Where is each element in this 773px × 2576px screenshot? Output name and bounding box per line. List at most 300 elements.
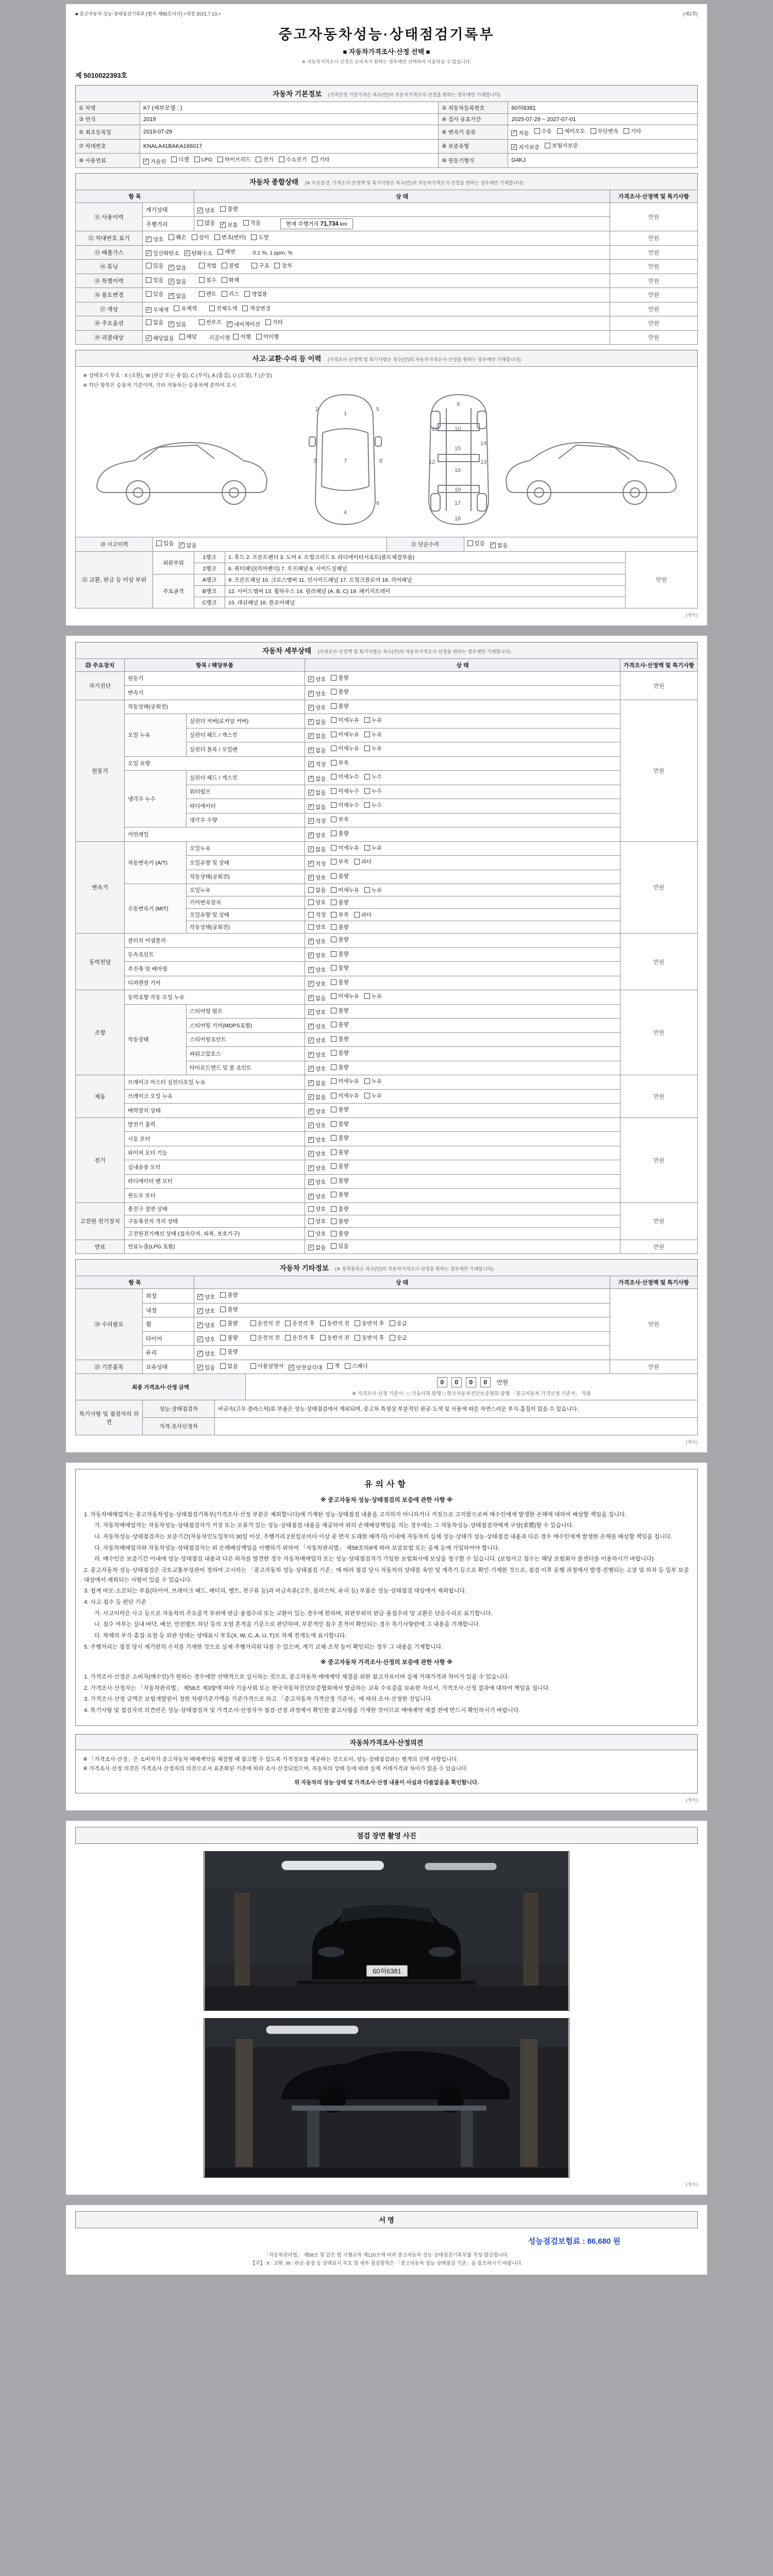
item-label: 윈도우 모터	[125, 1189, 305, 1203]
final-price-label: 최종 가격조사·산정 금액	[76, 1374, 246, 1400]
checkbox-LPG[interactable]	[194, 157, 212, 163]
checkbox-불량[interactable]	[331, 1162, 348, 1170]
price-opinion-confirm: 위 자동차의 성능·상태 및 가격조사·산정 내용이 사실과 다름없음을 확인합니다.	[294, 1780, 479, 1786]
checkbox-누유[interactable]	[364, 744, 382, 752]
checkbox-가솔린[interactable]	[143, 158, 166, 165]
checkbox-box: ✓	[309, 789, 313, 795]
checkbox-부족[interactable]	[331, 911, 348, 919]
checkbox-없음[interactable]	[308, 886, 326, 894]
state-cell	[305, 962, 620, 976]
checkbox-미세누유[interactable]	[331, 992, 359, 1000]
checkbox-box	[331, 689, 337, 694]
checkbox-label: 미세누수	[338, 788, 359, 794]
checkbox-스패너[interactable]	[345, 1362, 367, 1370]
checkbox-없음[interactable]	[308, 775, 326, 783]
checkbox-해당[interactable]	[179, 333, 197, 341]
checkbox-없음[interactable]	[308, 718, 326, 726]
checkbox-누유[interactable]	[364, 844, 382, 852]
checkbox-수동[interactable]	[534, 127, 552, 135]
checkbox-없음[interactable]	[146, 318, 163, 326]
checkbox-누수[interactable]	[364, 773, 382, 781]
checkbox-누유[interactable]	[364, 716, 382, 724]
state-cell	[194, 1289, 610, 1303]
checkbox-양호[interactable]	[146, 235, 163, 243]
checkbox-불량[interactable]	[220, 1319, 238, 1327]
checkbox-label: 없음	[227, 1363, 238, 1369]
checkbox-없음[interactable]	[308, 1093, 326, 1101]
parts-row	[76, 574, 698, 585]
checkbox-보험사보증[interactable]	[545, 142, 578, 149]
checkbox-불량[interactable]	[220, 1291, 238, 1299]
checkbox-누유[interactable]	[364, 992, 382, 1000]
checkbox-불량[interactable]	[331, 1134, 348, 1142]
checkbox-동반석 후[interactable]	[355, 1334, 384, 1342]
checkbox-안전삼각대[interactable]	[289, 1364, 322, 1371]
checkbox-보통[interactable]	[220, 221, 238, 229]
checkbox-box	[331, 1178, 337, 1183]
checkbox-없음[interactable]	[169, 264, 186, 272]
field-label: ⑤ 최초등록일	[76, 125, 140, 140]
checkbox-기타[interactable]	[312, 156, 329, 163]
form-note-left: ■ 중고자동차 성능·상태점검기록부 [별지 제82호서식] <개정 2021.7.13.>	[75, 11, 221, 16]
checkbox-box: ✓	[146, 236, 151, 242]
checkbox-양호[interactable]	[197, 1335, 215, 1343]
checkbox-불량[interactable]	[331, 1021, 348, 1028]
other-col-price: 가격조사·산정액 및 특기사항	[610, 1276, 698, 1289]
checkbox-없음[interactable]	[179, 541, 196, 549]
checkbox-불량[interactable]	[331, 674, 348, 682]
checkbox-변조(변타)[interactable]	[214, 233, 246, 241]
basic-row	[76, 114, 698, 125]
checkbox-누수[interactable]	[364, 787, 382, 795]
checkbox-label: 전체도색	[216, 305, 238, 312]
checkbox-불량[interactable]	[331, 872, 348, 880]
checkbox-없음[interactable]	[308, 1079, 326, 1087]
checkbox-box	[327, 1363, 333, 1369]
checkbox-불량[interactable]	[331, 1191, 348, 1198]
price-cell: 만원	[626, 551, 698, 608]
checkbox-양호[interactable]	[308, 874, 326, 882]
checkbox-불량[interactable]	[331, 1177, 348, 1184]
checkbox-자동[interactable]	[511, 129, 529, 137]
checkbox-양호[interactable]	[308, 690, 326, 698]
notice-line: 가. 사고이력은 사고 등으로 자동차의 주요골격 부위에 판금·용접수리 또는 교환이 있는 경우에 한하며, 외판부위의 판금·용접수리 및 교환은 단순수리로 표기합니다.	[94, 1610, 493, 1617]
field-value	[508, 139, 698, 154]
page-title: 중고자동차성능·상태점검기록부	[278, 27, 495, 42]
checkbox-없음[interactable]	[490, 541, 508, 549]
checkbox-화재[interactable]	[222, 276, 239, 284]
checkbox-응급[interactable]	[390, 1334, 407, 1342]
checkbox-적정[interactable]	[308, 817, 326, 825]
page-subtitle-note: ※ 자동차가격조사·산정은 소비자가 원하는 경우에만 선택하여 이용하실 수 있습니다.	[301, 59, 472, 64]
checkbox-적정[interactable]	[308, 911, 326, 919]
checkbox-디젤[interactable]	[171, 156, 189, 163]
checkbox-도말[interactable]	[251, 233, 268, 241]
checkbox-label: 자가보증	[518, 144, 540, 150]
checkbox-불량[interactable]	[331, 1148, 348, 1156]
checkbox-미세누유[interactable]	[331, 716, 359, 724]
checkbox-불량[interactable]	[331, 1120, 348, 1128]
checkbox-있음[interactable]	[156, 539, 174, 547]
checkbox-불량[interactable]	[331, 1205, 348, 1213]
checkbox-label: 매연	[225, 248, 236, 255]
notice-line: 2. 가격조사·산정자는 「자동차관리법」 제58조 제3항에 따라 기술사회 또는 한국자동차진단보증협회에서 발급하는 교육 수료증을 보유한 자로서, 가격조사·산정 결과에 대하여 책임을 집니다.	[84, 1685, 550, 1691]
checkbox-누수[interactable]	[364, 801, 382, 809]
checkbox-box	[251, 234, 257, 240]
row-label: 외장	[143, 1289, 194, 1303]
checkbox-양호[interactable]	[308, 1178, 326, 1186]
checkbox-불량[interactable]	[331, 1035, 348, 1043]
checkbox-없음[interactable]	[308, 845, 326, 853]
checkbox-렌트[interactable]	[199, 290, 216, 298]
state-cell	[305, 714, 620, 728]
checkbox-양호[interactable]	[308, 1037, 326, 1044]
checkbox-양호[interactable]	[308, 1205, 326, 1213]
checkbox-label: 침수	[206, 277, 216, 283]
price-cell: 만원	[610, 316, 698, 331]
option-group	[146, 276, 192, 286]
option-group	[251, 261, 297, 270]
checkbox-불량[interactable]	[331, 1063, 348, 1071]
checkbox-box	[364, 788, 370, 794]
checkbox-양호[interactable]	[308, 1136, 326, 1144]
group-label: ⑯ 용도변경	[76, 288, 143, 302]
checkbox-box: ✓	[512, 130, 517, 135]
item-row	[76, 245, 698, 260]
checkbox-이행[interactable]	[233, 333, 250, 341]
detail-row	[76, 1089, 698, 1104]
checkbox-적정[interactable]	[308, 860, 326, 868]
checkbox-box	[331, 675, 337, 681]
checkbox-양호[interactable]	[197, 207, 215, 214]
checkbox-양호[interactable]	[308, 1217, 326, 1225]
checkbox-미세누유[interactable]	[331, 744, 359, 752]
checkbox-매연[interactable]	[217, 248, 235, 256]
item-label: 냉각수 수량	[187, 813, 305, 827]
opinion-text	[215, 1418, 698, 1435]
checkbox-있음[interactable]	[169, 320, 186, 328]
checkbox-운전석 후[interactable]	[285, 1319, 315, 1327]
checkbox-없음[interactable]	[308, 747, 326, 754]
checkbox-부족[interactable]	[331, 816, 348, 823]
checkbox-불량[interactable]	[331, 1230, 348, 1238]
checkbox-기타[interactable]	[624, 127, 641, 135]
checkbox-양호[interactable]	[308, 923, 326, 931]
checkbox-불량[interactable]	[331, 964, 348, 972]
checkbox-많음[interactable]	[197, 219, 215, 227]
checkbox-누유[interactable]	[364, 731, 382, 738]
checkbox-수소전기[interactable]	[279, 156, 307, 163]
checkbox-과다[interactable]	[354, 911, 372, 919]
checkbox-label: 없음	[315, 733, 326, 739]
checkbox-양호[interactable]	[197, 1293, 215, 1301]
checkbox-양호[interactable]	[308, 675, 326, 683]
state-cell	[305, 909, 620, 921]
section-accident-title: 사고·교환·수리 등 이력	[252, 355, 322, 363]
state-cell	[305, 976, 620, 990]
checkbox-box	[331, 1231, 337, 1236]
state-code-legend: ※ 상태표시 부호 : X (교환), W (판금 또는 용접), C (부식), A (흠집), U (요철), T (손상)	[83, 373, 272, 379]
checkbox-훼손[interactable]	[169, 233, 186, 241]
option-group	[146, 290, 192, 300]
checkbox-label: 가솔린	[150, 158, 166, 165]
checkbox-없음[interactable]	[308, 994, 326, 1002]
checkbox-box	[244, 291, 250, 297]
checkbox-불량[interactable]	[331, 702, 348, 710]
checkbox-양호[interactable]	[308, 1023, 326, 1030]
state-cell	[305, 1132, 620, 1146]
checkbox-운전석 전[interactable]	[250, 1334, 280, 1342]
checkbox-불량[interactable]	[331, 978, 348, 986]
checkbox-없음[interactable]	[169, 278, 186, 285]
checkbox-box: ✓	[309, 1080, 313, 1086]
checkbox-있음[interactable]	[146, 290, 163, 298]
checkbox-label: 불량	[338, 1230, 349, 1237]
checkbox-양호[interactable]	[308, 1122, 326, 1129]
checkbox-부족[interactable]	[331, 858, 348, 866]
checkbox-양호[interactable]	[308, 704, 326, 711]
state-cell	[305, 934, 620, 948]
checkbox-있음[interactable]	[146, 262, 163, 269]
device-label: 제동	[76, 1075, 125, 1118]
checkbox-양호[interactable]	[308, 952, 326, 959]
checkbox-무채색[interactable]	[146, 306, 169, 314]
checkbox-양호[interactable]	[308, 1193, 326, 1200]
checkbox-없음[interactable]	[308, 803, 326, 811]
checkbox-있음[interactable]	[467, 539, 485, 547]
checkbox-양호[interactable]	[308, 938, 326, 945]
checkbox-해당없음[interactable]	[146, 334, 174, 342]
checkbox-없음[interactable]	[308, 789, 326, 796]
checkbox-하이브리드[interactable]	[217, 156, 251, 163]
checkbox-label: 사용설명서	[257, 1363, 284, 1369]
checkbox-label: 불량	[338, 937, 349, 943]
section-basic-title: 자동차 기본정보	[273, 90, 322, 98]
state-cell	[305, 671, 620, 686]
checkbox-있음[interactable]	[197, 1364, 215, 1371]
checkbox-불량[interactable]	[220, 1306, 238, 1313]
checkbox-label: 없음	[497, 542, 508, 549]
checkbox-색상변경[interactable]	[242, 304, 271, 312]
checkbox-유채색[interactable]	[174, 304, 196, 312]
checkbox-부족[interactable]	[331, 759, 348, 767]
checkbox-불량[interactable]	[331, 1106, 348, 1113]
checkbox-label: 불량	[227, 1334, 238, 1341]
checkbox-미세누유[interactable]	[331, 844, 359, 852]
rank-items: 6. 쿼터패널(리어펜더) 7. 루프패널 8. 사이드실패널	[225, 563, 626, 574]
item-label: 와이퍼 모터 기능	[125, 1146, 305, 1160]
checkbox-누유[interactable]	[364, 1077, 382, 1085]
rank-label: B랭크	[194, 585, 225, 597]
checkbox-box	[199, 277, 205, 283]
overall-col-price: 가격조사·산정액 및 특기사항	[610, 190, 698, 202]
checkbox-동반석 후[interactable]	[355, 1319, 384, 1327]
checkbox-세미오토[interactable]	[557, 127, 585, 135]
checkbox-적음[interactable]	[243, 219, 261, 227]
checkbox-응급[interactable]	[390, 1319, 407, 1327]
checkbox-미세누수[interactable]	[331, 787, 359, 795]
checkbox-없음[interactable]	[308, 732, 326, 740]
checkbox-box	[364, 1093, 370, 1098]
checkbox-box	[364, 802, 370, 808]
checkbox-구조[interactable]	[251, 262, 269, 269]
checkbox-불법[interactable]	[222, 262, 239, 269]
checkbox-양호[interactable]	[308, 1051, 326, 1059]
checkbox-미세누유[interactable]	[331, 1092, 359, 1099]
final-price-digits	[435, 1380, 493, 1386]
checkbox-기타[interactable]	[265, 318, 283, 326]
checkbox-동반석 전[interactable]	[320, 1319, 350, 1327]
checkbox-양호[interactable]	[308, 1065, 326, 1073]
checkbox-미세누수[interactable]	[331, 801, 359, 809]
option-group	[146, 233, 274, 244]
detail-row	[76, 1117, 698, 1132]
checkbox-없음[interactable]	[169, 292, 186, 300]
checkbox-과다[interactable]	[354, 858, 372, 866]
device-label: 전기	[76, 1117, 125, 1202]
checkbox-불량[interactable]	[331, 1049, 348, 1057]
checkbox-label: LPG	[201, 156, 212, 163]
checkbox-양호[interactable]	[197, 1321, 215, 1329]
checkbox-미세누유[interactable]	[331, 886, 359, 894]
checkbox-무단변속[interactable]	[591, 127, 619, 135]
svg-text:18: 18	[455, 516, 461, 522]
checkbox-box	[331, 1243, 337, 1249]
checkbox-미이행[interactable]	[256, 333, 279, 341]
item-row	[76, 1289, 698, 1303]
option-group	[199, 276, 245, 284]
checkbox-불량[interactable]	[331, 1217, 348, 1225]
checkbox-불량[interactable]	[220, 1348, 238, 1355]
accident-history-label: ⑳ 사고이력	[76, 537, 153, 552]
checkbox-누유[interactable]	[364, 886, 382, 894]
checkbox-불량[interactable]	[220, 1334, 238, 1342]
state-cell	[305, 884, 620, 896]
checkbox-리스[interactable]	[222, 290, 239, 298]
checkbox-양호[interactable]	[197, 1350, 215, 1358]
checkbox-장치[interactable]	[274, 262, 292, 269]
checkbox-운전석 전[interactable]	[250, 1319, 280, 1327]
checkbox-box	[331, 1163, 337, 1169]
group-label: ⑲ 리콜대상	[76, 330, 143, 345]
checkbox-label: 화재	[228, 277, 240, 283]
detail-row	[76, 1132, 698, 1146]
checkbox-양호[interactable]	[308, 966, 326, 974]
checkbox-box: ✓	[198, 1322, 203, 1328]
checkbox-양호[interactable]	[308, 1108, 326, 1115]
option-group	[197, 205, 243, 215]
checkbox-불량[interactable]	[331, 950, 348, 958]
checkbox-있음[interactable]	[146, 276, 163, 284]
row-label: 주행거리	[143, 217, 194, 231]
detail-row	[76, 934, 698, 948]
checkbox-box	[274, 263, 280, 268]
checkbox-label: 수소전기	[285, 157, 307, 163]
checkbox-있음[interactable]	[331, 1242, 348, 1250]
state-cell	[305, 1227, 620, 1240]
checkbox-box	[285, 1335, 291, 1341]
checkbox-양호[interactable]	[308, 1230, 326, 1238]
checkbox-box	[146, 319, 152, 325]
checkbox-적법[interactable]	[199, 262, 216, 269]
group-label: ⑰ 색상	[76, 302, 143, 316]
subgroup-label: 자동변속기 (A/T)	[125, 841, 187, 884]
checkbox-box	[156, 540, 162, 546]
checkbox-box	[146, 291, 152, 297]
checkbox-미세누수[interactable]	[331, 773, 359, 781]
svg-text:12: 12	[429, 459, 435, 465]
checkbox-불량[interactable]	[220, 205, 238, 213]
checkbox-양호[interactable]	[308, 1150, 326, 1158]
vehicle-diagram-box	[75, 366, 698, 537]
device-label: 조향	[76, 990, 125, 1075]
checkbox-box	[220, 1320, 226, 1326]
checkbox-label: 미세누유	[338, 731, 359, 738]
checkbox-label: 무채색	[153, 307, 169, 313]
checkbox-label: 보험사보증	[551, 142, 578, 149]
checkbox-box: ✓	[309, 832, 313, 838]
checkbox-양호[interactable]	[308, 1164, 326, 1172]
checkbox-미세누유[interactable]	[331, 731, 359, 738]
checkbox-사용설명서[interactable]	[250, 1362, 284, 1370]
checkbox-미세누유[interactable]	[331, 1077, 359, 1085]
checkbox-탄화수소[interactable]	[184, 249, 213, 257]
checkbox-불량[interactable]	[331, 829, 348, 837]
checkbox-없음[interactable]	[220, 1362, 238, 1370]
checkbox-영업용[interactable]	[244, 290, 267, 298]
checkbox-양호[interactable]	[308, 980, 326, 988]
checkbox-썬루프[interactable]	[199, 318, 222, 326]
checkbox-적정[interactable]	[308, 760, 326, 768]
item-row	[76, 217, 698, 231]
checkbox-침수[interactable]	[199, 276, 216, 284]
checkbox-label: 해당없음	[153, 335, 174, 342]
checkbox-일산화탄소[interactable]	[146, 249, 179, 257]
checkbox-양호[interactable]	[308, 832, 326, 839]
checkbox-불량[interactable]	[331, 923, 348, 931]
checkbox-불량[interactable]	[331, 899, 348, 906]
checkbox-양호[interactable]	[308, 1008, 326, 1016]
checkbox-동반석 전[interactable]	[320, 1334, 350, 1342]
checkbox-label: 유채색	[181, 305, 197, 312]
checkbox-상이[interactable]	[192, 233, 209, 241]
checkbox-label: 양호	[315, 690, 326, 697]
checkbox-label: 양호	[315, 705, 326, 711]
option-group	[250, 1333, 412, 1342]
checkbox-누유[interactable]	[364, 1092, 382, 1099]
checkbox-box	[364, 1078, 370, 1084]
checkbox-불량[interactable]	[331, 1007, 348, 1014]
checkbox-전기[interactable]	[256, 156, 273, 163]
checkbox-전체도색[interactable]	[209, 304, 238, 312]
notice-line: 가. 자동차매매업자는 자동차성능·상태점검자가 거짓 또는 오류가 있는 성능·상태점검 내용을 제공하여 위의 손해배상책임을 지는 경우에는 그 자동차성능·상태점검자에게 구상(求償)할 수 있습니다.	[94, 1522, 574, 1529]
checkbox-양호[interactable]	[197, 1307, 215, 1315]
checkbox-잭[interactable]	[327, 1362, 340, 1370]
checkbox-자가보증[interactable]	[511, 143, 540, 151]
checkbox-양호[interactable]	[308, 899, 326, 906]
svg-text:16: 16	[455, 467, 461, 473]
panel-notice	[66, 1463, 707, 1810]
checkbox-불량[interactable]	[331, 688, 348, 696]
checkbox-label: 없음	[315, 804, 326, 810]
checkbox-네비게이션[interactable]	[227, 320, 260, 328]
checkbox-불량[interactable]	[331, 936, 348, 943]
checkbox-box	[390, 1320, 395, 1326]
checkbox-운전석 후[interactable]	[285, 1334, 315, 1342]
checkbox-없음[interactable]	[308, 1244, 326, 1251]
checkbox-box	[345, 1363, 350, 1369]
checkbox-label: 있음	[474, 540, 485, 547]
